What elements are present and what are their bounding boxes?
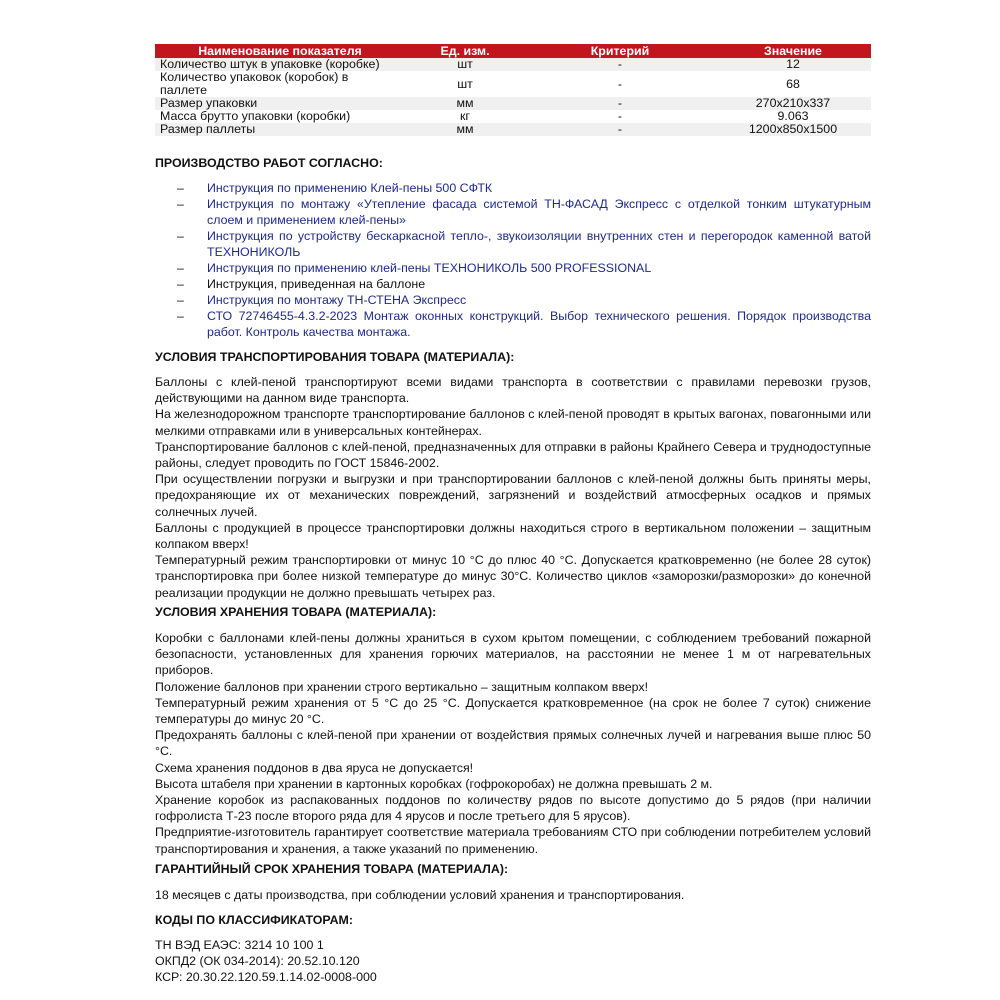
transport-heading: УСЛОВИЯ ТРАНСПОРТИРОВАНИЯ ТОВАРА (МАТЕРИАЛА): — [155, 350, 515, 364]
row-unit: шт — [405, 58, 525, 71]
storage-paragraph: Положение баллонов при хранении строго вертикально – защитным колпаком вверх! — [155, 679, 649, 694]
transport-paragraph: Баллоны с клей-пеной транспортируют всеми видами транспорта в соответствии с правилами перевозки грузов, действующими на данном виде транспорта. — [155, 375, 871, 406]
row-criterion: - — [525, 123, 715, 136]
instruction-link[interactable]: СТО 72746455-4.3.2-2023 Монтаж оконных конструкций. Выбор технического решения. Порядок производства работ. Контроль качества монтажа. — [207, 309, 871, 339]
code-line: ОКПД2 (ОК 034-2014): 20.52.10.120 — [155, 954, 360, 969]
list-item[interactable] — [155, 196, 871, 228]
bullet-dash: – — [177, 181, 184, 195]
row-name: Масса брутто упаковки (коробки) — [155, 110, 405, 123]
row-name: Размер паллеты — [155, 123, 405, 136]
header-criterion: Критерий — [525, 44, 715, 58]
bullet-dash: – — [177, 293, 184, 307]
row-unit: мм — [405, 97, 525, 110]
production-heading: ПРОИЗВОДСТВО РАБОТ СОГЛАСНО: — [155, 156, 383, 170]
table-row — [155, 71, 871, 97]
row-name: Размер упаковки — [155, 97, 405, 110]
production-list — [155, 180, 871, 340]
bullet-dash: – — [177, 309, 184, 323]
row-value: 270x210x337 — [715, 97, 871, 110]
transport-paragraph: Температурный режим транспортировки от минус 10 °С до плюс 40 °С. Допускается кратковременно (не более 28 суток) транспортировка при более низкой температуре до минус 30°С. Количество циклов «заморозки/разморозки» до конечной реализации продукции не должно превышать четырех раз. — [155, 553, 871, 600]
row-value: 12 — [715, 58, 871, 71]
table-header-row — [155, 44, 871, 58]
header-name: Наименование показателя — [155, 44, 405, 58]
storage-text — [155, 630, 871, 857]
instruction-link[interactable]: Инструкция по устройству бескаркасной тепло-, звукоизоляции внутренних стен и перегородок каменной ватой ТЕХНОНИКОЛЬ — [207, 229, 871, 259]
warranty-text: 18 месяцев с даты производства, при соблюдении условий хранения и транспортирования. — [155, 888, 685, 902]
storage-paragraph: Температурный режим хранения от 5 °С до 25 °С. Допускается кратковременное (на срок не более 7 суток) снижение температуры до минус 20 °С. — [155, 695, 871, 727]
row-criterion: - — [525, 71, 715, 97]
list-item[interactable] — [155, 228, 871, 260]
list-item[interactable] — [155, 180, 871, 196]
list-item — [155, 276, 871, 292]
row-name: Количество штук в упаковке (коробке) — [155, 58, 405, 71]
warranty-text-block — [155, 887, 871, 903]
storage-paragraph: Предохранять баллоны с клей-пеной при хранении от воздействия прямых солнечных лучей и нагревания выше плюс 50 °С. — [155, 728, 871, 759]
row-criterion: - — [525, 110, 715, 123]
warranty-heading: ГАРАНТИЙНЫЙ СРОК ХРАНЕНИЯ ТОВАРА (МАТЕРИАЛА): — [155, 862, 509, 876]
instruction-link[interactable]: Инструкция по применению Клей-пены 500 СФТК — [207, 181, 493, 195]
codes-block — [155, 937, 871, 986]
storage-paragraph: Предприятие-изготовитель гарантирует соответствие материала требованиям СТО при соблюдении потребителем условий транспортирования и хранения, а также указаний по применению. — [155, 825, 871, 856]
codes-heading: КОДЫ ПО КЛАССИФИКАТОРАМ: — [155, 913, 353, 927]
row-unit: кг — [405, 110, 525, 123]
row-value: 68 — [715, 71, 871, 97]
storage-paragraph: Хранение коробок из распакованных поддонов по количеству рядов по высоте допустимо до 5 рядов (при наличии гофролиста Т-23 после второго ряда для 4 ярусов и после третьего для 5 ярусов). — [155, 793, 871, 824]
row-criterion: - — [525, 97, 715, 110]
table-row — [155, 123, 871, 136]
storage-heading: УСЛОВИЯ ХРАНЕНИЯ ТОВАРА (МАТЕРИАЛА): — [155, 605, 437, 619]
row-criterion: - — [525, 58, 715, 71]
bullet-dash: – — [177, 229, 184, 243]
transport-paragraph: При осуществлении погрузки и выгрузки и при транспортировании баллонов с клей-пеной должны быть приняты меры, предохраняющие их от механических повреждений, загрязнений и воздействий атмосферных осадков и прямых солнечных лучей. — [155, 472, 871, 519]
bullet-dash: – — [177, 277, 184, 291]
row-value: 1200x850x1500 — [715, 123, 871, 136]
row-name: Количество упаковок (коробок) в паллете — [155, 71, 405, 97]
instruction-link[interactable]: Инструкция по применению клей-пены ТЕХНОНИКОЛЬ 500 PROFESSIONAL — [207, 261, 652, 275]
header-unit: Ед. изм. — [405, 44, 525, 58]
spec-table — [155, 44, 871, 136]
row-unit: шт — [405, 71, 525, 97]
instruction-text: Инструкция, приведенная на баллоне — [207, 277, 426, 291]
code-line: ТН ВЭД ЕАЭС: 3214 10 100 1 — [155, 938, 324, 952]
code-line: КСР: 20.30.22.120.59.1.14.02-0008-000 — [155, 970, 377, 985]
storage-paragraph: Схема хранения поддонов в два яруса не допускается! — [155, 760, 474, 775]
instruction-link[interactable]: Инструкция по монтажу «Утепление фасада системой ТН-ФАСАД Экспресс с отделкой тонким штукатурным слоем и применением клей-пены» — [207, 197, 871, 227]
list-item[interactable] — [155, 308, 871, 340]
list-item[interactable] — [155, 292, 871, 308]
transport-paragraph: Баллоны с продукцией в процессе транспортировки должны находиться строго в вертикальном положении – защитным колпаком вверх! — [155, 520, 871, 552]
row-value: 9.063 — [715, 110, 871, 123]
transport-text — [155, 374, 871, 601]
row-unit: мм — [405, 123, 525, 136]
transport-paragraph: На железнодорожном транспорте транспортирование баллонов с клей-пеной проводят в крытых вагонах, повагонными или мелкими отправками или в универсальных контейнерах. — [155, 407, 871, 438]
storage-paragraph: Коробки с баллонами клей-пены должны храниться в сухом крытом помещении, с соблюдением требований пожарной безопасности, установленных для хранения горючих материалов, на расстоянии не менее 1 м от нагревательных приборов. — [155, 631, 871, 678]
bullet-dash: – — [177, 261, 184, 275]
storage-paragraph: Высота штабеля при хранении в картонных коробках (гофрокоробах) не должна превышать 2 м. — [155, 776, 713, 791]
transport-paragraph: Транспортирование баллонов с клей-пеной, предназначенных для отправки в районы Крайнего Севера и труднодоступные районы, следует проводить по ГОСТ 15846-2002. — [155, 439, 871, 471]
bullet-dash: – — [177, 197, 184, 211]
instruction-link[interactable]: Инструкция по монтажу ТН-СТЕНА Экспресс — [207, 293, 467, 307]
header-value: Значение — [715, 44, 871, 58]
list-item[interactable] — [155, 260, 871, 276]
